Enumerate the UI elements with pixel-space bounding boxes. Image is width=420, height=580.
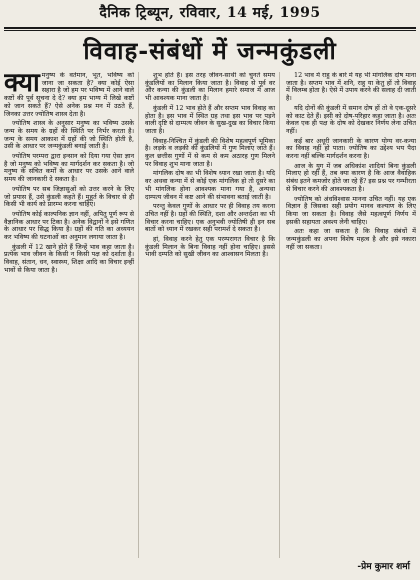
paragraph: ज्योतिष परम्परा द्वारा इन्सान को दिया गया ऐसा ज्ञान है जो मनुष्य को भविष्य का मार्गदर्शन कर सकता है। जो मनुष्य के संचित कर्मों के आधार पर उसके आने वाले समय की जानकारी दे सकता है। (4, 152, 134, 184)
column-2 (145, 72, 280, 558)
paragraph: अतः कहा जा सकता है कि विवाह संबंधों में जन्मकुंडली का अपना विशेष महत्व है और इसे नकारा नहीं जा सकता। (286, 227, 416, 251)
paragraph: परन्तु केवल गुणों के आधार पर ही विवाह तय करना उचित नहीं है। ग्रहों की स्थिति, दशा और अन्तर्दशा का भी विचार करना चाहिए। एक अनुभवी ज्योतिषी ही इन सब बातों को ध्यान में रखकर सही परामर्श दे सकता है। (145, 202, 275, 234)
paragraph: मांगलिक दोष का भी विशेष ध्यान रखा जाता है। यदि वर अथवा कन्या में से कोई एक मांगलिक हो तो दूसरे का भी मांगलिक होना आवश्यक माना गया है, अन्यथा दाम्पत्य जीवन में कष्ट आने की संभावना बताई जाती है। (145, 169, 275, 201)
paragraph: मनुष्य के वर्तमान, भूत, भविष्य को जाना जा सकता है? क्या कोई ऐसा सहारा है जो हम पर भविष्य में आने वाले कष्टों की पूर्व सूचना दे दे? क्या हम भाग्य में लिखे कष्टों को जान सकते हैं? ऐसे अनेक प्रश्न मन में उठते हैं, जिनका उत्तर ज्योतिष शास्त्र देता है। (4, 72, 134, 118)
headline: विवाह-संबंधों में जन्मकुंडली (83, 36, 337, 65)
drop-cap: क्या (4, 72, 40, 98)
byline: -प्रेम कुमार शर्मा (357, 562, 410, 572)
paragraph: हां, विवाह करने हेतु एक परम्परागत विचार है कि कुंडली मिलान के बिना विवाह नहीं होना चाहिए। इससे भावी दम्पति को सुखी जीवन का आश्वासन मिलता है। (145, 235, 275, 259)
paragraph: आज के युग में जब अधिकांश शादियां बिना कुंडली मिलाए हो रही हैं, तब क्या कारण है कि आज वैवाहिक संबंध इतने कमजोर होते जा रहे हैं? इस प्रश्न पर गम्भीरता से विचार करने की आवश्यकता है। (286, 161, 416, 193)
paragraph: यदि दोनों की कुंडली में समान दोष हों तो वे एक-दूसरे को काट देते हैं। इसी को दोष-परिहार कहा जाता है। अतः केवल एक ही पक्ष के दोष को देखकर निर्णय लेना उचित नहीं। (286, 103, 416, 135)
paragraph: कई बार अधूरी जानकारी के कारण योग्य वर-कन्या का विवाह नहीं हो पाता। ज्योतिष का उद्देश्य भय पैदा करना नहीं बल्कि मार्गदर्शन करना है। (286, 136, 416, 161)
masthead-rule-bottom (4, 30, 416, 31)
column-3 (286, 72, 416, 558)
paragraph: ज्योतिष कोई काल्पनिक ज्ञान नहीं, अपितु पूर्ण रूप से वैज्ञानिक आधार पर टिका है। अनेक विद्वानों ने इसे गणित के आधार पर सिद्ध किया है। ग्रहों की गति का अध्ययन कर भविष्य की घटनाओं का अनुमान लगाया जाता है। (4, 209, 134, 242)
masthead-rule-top (4, 27, 416, 29)
masthead: दैनिक ट्रिब्यून, रविवार, 14 मई, 1995 (99, 5, 321, 21)
paragraph: कुंडली में 12 भाव होते हैं और सप्तम भाव विवाह का होता है। इस भाव में स्थित ग्रह तथा इस भाव पर पड़ने वाली दृष्टि से दाम्पत्य जीवन के सुख-दुख का विचार किया जाता है। (145, 103, 275, 135)
paragraph: विवाह-निश्चित में कुंडली की विशेष महत्वपूर्ण भूमिका है। लड़के व लड़की की कुंडलियों में गुण मिलाए जाते हैं। कुल छत्तीस गुणों में से कम से कम अठारह गुण मिलने पर विवाह शुभ माना जाता है। (145, 136, 275, 168)
paragraph: ज्योतिष को अंधविश्वास मानना उचित नहीं। यह एक विज्ञान है जिसका सही प्रयोग मानव कल्याण के लिए किया जा सकता है। विवाह जैसे महत्वपूर्ण निर्णय में इसकी सहायता अवश्य लेनी चाहिए। (286, 194, 416, 226)
paragraph: शुभ होते हैं। इस तरह जीवन-साथी को चुनते समय कुंडलियों का मिलान किया जाता है। विवाह से पूर्व वर और कन्या की कुंडली का मिलान हमारे समाज में आज भी आवश्यक माना जाता है। (145, 72, 275, 103)
paragraph: कुंडली में 12 खाने होते हैं जिन्हें भाव कहा जाता है। प्रत्येक भाव जीवन के किसी न किसी पक्ष को दर्शाता है। विवाह, संतान, धन, स्वास्थ्य, शिक्षा आदि का विचार इन्हीं भावों से किया जाता है। (4, 242, 134, 274)
article-body (4, 72, 416, 558)
paragraph: ज्योतिष शास्त्र के अनुसार मनुष्य का भविष्य उसके जन्म के समय के ग्रहों की स्थिति पर निर्भर करता है। जन्म के समय आकाश में ग्रहों की जो स्थिति होती है, उसी के आधार पर जन्मकुंडली बनाई जाती है। (4, 119, 134, 151)
paragraph: 12 भाव में राहु के बारे में यह भी मांगलिक दोष माना जाता है। सप्तम भाव में शनि, राहु या केतु हों तो विवाह में विलम्ब होता है। ऐसे में उपाय करने की सलाह दी जाती है। (286, 72, 416, 103)
paragraph: ज्योतिष पर सब जिज्ञासुओं को उत्तर करने के लिए जो प्रयास हैं, उसे कुंडली कहते हैं। मुहूर्त के विचार से ही किसी भी कार्य को प्रारम्भ करना चाहिए। (4, 184, 134, 209)
column-1 (4, 72, 139, 558)
